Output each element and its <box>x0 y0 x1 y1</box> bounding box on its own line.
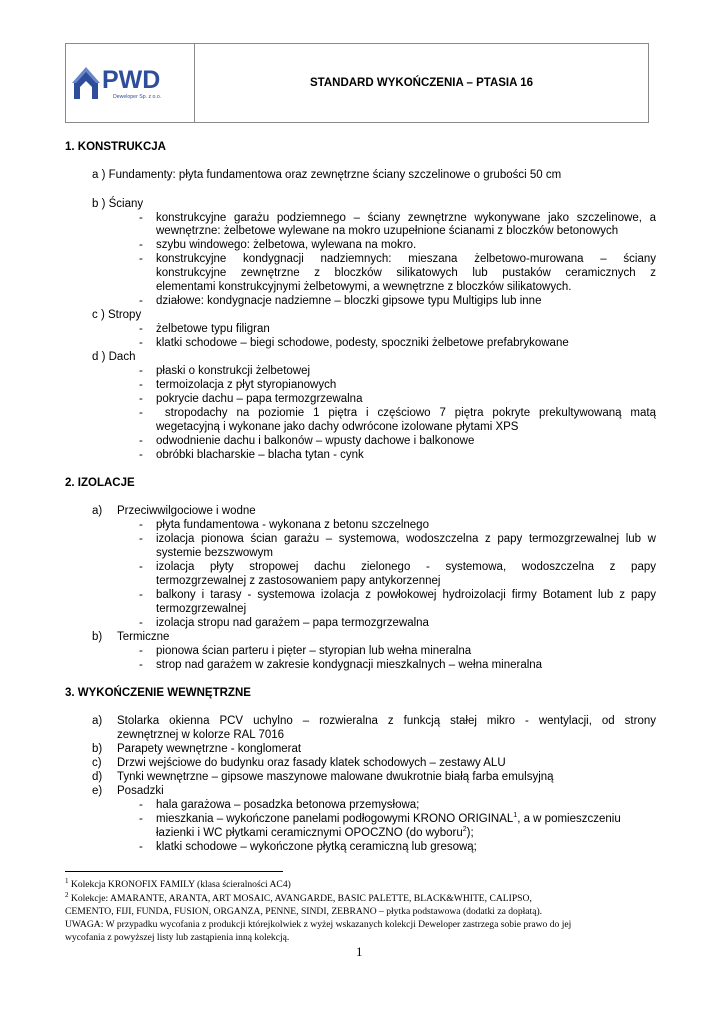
section-heading-konstrukcja: 1. KONSTRUKCJA <box>65 141 166 153</box>
item-label: b) <box>92 743 103 755</box>
bullet-dash: - <box>139 533 143 545</box>
item-parapety: Parapety wewnętrzne - konglomerat <box>117 743 302 755</box>
list-item: mieszkania – wykończone panelami podłogowymi KRONO ORIGINAL$^1$, a w pomieszczeniu <box>156 812 621 825</box>
item-dach: d ) Dach <box>92 351 136 363</box>
bullet-dash: - <box>139 617 143 629</box>
bullet-dash: - <box>139 813 143 825</box>
item-label: d) <box>92 771 103 783</box>
item-stolarka-cont: zewnętrznej w kolorze RAL 7016 <box>117 729 285 741</box>
bullet-dash: - <box>139 841 143 853</box>
item-label: a) <box>92 505 103 517</box>
bullet-dash: - <box>139 393 143 405</box>
item-tynki: Tynki wewnętrzne – gipsowe maszynowe malowane dwukrotnie białą farba emulsyjną <box>117 771 554 783</box>
list-item: strop nad garażem w zakresie kondygnacji mieszkalnych – wełna mineralna <box>156 659 543 671</box>
list-item: izolacja płyty stropowej dachu zielonego - systemowa, wodoszczelna z papy <box>156 561 656 573</box>
bullet-dash: - <box>139 379 143 391</box>
bullet-dash: - <box>139 295 143 307</box>
item-termiczne: Termiczne <box>117 631 170 643</box>
bullet-dash: - <box>139 323 143 335</box>
list-item: wewnętrzne: żelbetowe wylewane na mokro uzupełnione ścianami z bloczków betonowych <box>156 225 619 237</box>
list-item: pionowa ścian parteru i pięter – styropian lub wełna mineralna <box>156 645 472 657</box>
logo-subtext: Deweloper Sp. z o.o. <box>113 94 162 100</box>
list-item: konstrukcyjne zewnętrzne z bloczków silikatowych lub pustaków ceramicznych z <box>156 267 656 279</box>
logo-text: PWD <box>102 66 161 94</box>
header-box <box>65 43 649 123</box>
list-item: systemie bezszwowym <box>156 547 273 559</box>
footnote-ref-2: 2 <box>462 826 467 834</box>
list-item: balkony i tarasy - systemowa izolacja z powłokowej hydroizolacji firmy Botament lub z papy <box>156 589 656 601</box>
list-item: pokrycie dachu – papa termozgrzewalna <box>156 393 363 405</box>
list-item: elementami konstrukcyjnymi żelbetowymi, a wewnętrzne z bloczków silikatowych. <box>156 281 572 293</box>
list-item: odwodnienie dachu i balkonów – wpusty dachowe i balkonowe <box>156 435 475 447</box>
list-item: izolacja pionowa ścian garażu – systemowa, wodoszczelna z papy termozgrzewalnej lub w <box>156 533 656 545</box>
list-item: termozgrzewalnej <box>156 603 247 615</box>
list-item: łazienki i WC płytkami ceramicznymi OPOCZNO (do wyboru$^2$); <box>156 826 474 839</box>
list-item: żelbetowe typu filigran <box>156 323 270 335</box>
bullet-dash: - <box>139 449 143 461</box>
list-item: klatki schodowe – wykończone płytką ceramiczną lub gresową; <box>156 841 477 853</box>
footnote-note: UWAGA: W przypadku wycofania z produkcji którejkolwiek z wyżej wskazanych kolekcji Deweloper zastrzega sobie prawo do jej <box>65 919 572 930</box>
footnote-ref-1: 1 <box>513 812 518 820</box>
pwd-logo <box>72 61 176 101</box>
bullet-dash: - <box>139 239 143 251</box>
bullet-dash: - <box>139 799 143 811</box>
bullet-dash: - <box>139 659 143 671</box>
footnote-separator <box>65 871 283 872</box>
list-item: szybu windowego: żelbetowa, wylewana na mokro. <box>156 239 417 251</box>
list-item: płyta fundamentowa - wykonana z betonu szczelnego <box>156 519 429 531</box>
list-item: obróbki blacharskie – blacha tytan - cynk <box>156 449 364 461</box>
bullet-dash: - <box>139 253 143 265</box>
item-drzwi: Drzwi wejściowe do budynku oraz fasady klatek schodowych – zestawy ALU <box>117 757 506 769</box>
list-item: termoizolacja z płyt styropianowych <box>156 379 337 391</box>
list-item: termozgrzewalnej z zastosowaniem papy antykorzennej <box>156 575 441 587</box>
item-przeciwwilgociowe: Przeciwwilgociowe i wodne <box>117 505 256 517</box>
footnote-2-cont: CEMENTO, FIJI, FUNDA, FUSION, ORGANZA, PENNE, SINDI, ZEBRANO – płytka podstawowa (dodatki za dopłatą). <box>65 906 543 917</box>
list-item: klatki schodowe – biegi schodowe, podesty, spoczniki żelbetowe prefabrykowane <box>156 337 569 349</box>
list-item: stropodachy na poziomie 1 piętra i częściowo 7 piętra pokryte prekultywowaną matą <box>156 407 656 419</box>
item-stolarka: Stolarka okienna PCV uchylno – rozwieralna z funkcją stałej mikro - wentylacji, od strony <box>117 715 656 727</box>
footnote-note-cont: wycofania z powyższej listy lub zastąpienia inną kolekcją. <box>65 932 290 943</box>
list-item: hala garażowa – posadzka betonowa przemysłowa; <box>156 799 420 811</box>
item-label: b) <box>92 631 103 643</box>
item-label: c) <box>92 757 102 769</box>
list-item: wegetacyjną i wykonane jako dachy odwrócone izolowane płytami XPS <box>156 421 519 433</box>
item-sciany: b ) Ściany <box>92 198 144 210</box>
bullet-dash: - <box>139 337 143 349</box>
section-heading-wykonczenie: 3. WYKOŃCZENIE WEWNĘTRZNE <box>65 687 251 699</box>
item-label: a) <box>92 715 103 727</box>
item-posadzki: Posadzki <box>117 785 164 797</box>
list-item: konstrukcyjne garażu podziemnego – ściany zewnętrzne wykonywane jako szczelinowe, a <box>156 212 656 224</box>
document-title: STANDARD WYKOŃCZENIA – PTASIA 16 <box>310 77 533 89</box>
bullet-dash: - <box>139 645 143 657</box>
section-heading-izolacje: 2. IZOLACJE <box>65 477 135 489</box>
bullet-dash: - <box>139 365 143 377</box>
page-number: 1 <box>356 944 363 959</box>
item-label: e) <box>92 785 103 797</box>
list-item: płaski o konstrukcji żelbetowej <box>156 365 311 377</box>
bullet-dash: - <box>139 519 143 531</box>
list-item: działowe: kondygnacje nadziemne – bloczki gipsowe typu Multigips lub inne <box>156 295 542 307</box>
bullet-dash: - <box>139 561 143 573</box>
item-fundamenty: a ) Fundamenty: płyta fundamentowa oraz zewnętrzne ściany szczelinowe o grubości 50 cm <box>92 169 562 181</box>
item-stropy: c ) Stropy <box>92 309 142 321</box>
bullet-dash: - <box>139 407 143 419</box>
bullet-dash: - <box>139 435 143 447</box>
footnote-2: $^2$ Kolekcje: AMARANTE, ARANTA, ART MOSAIC, AVANGARDE, BASIC PALETTE, BLACK&WHITE, CALIPSO, <box>65 890 532 904</box>
bullet-dash: - <box>139 212 143 224</box>
bullet-dash: - <box>139 589 143 601</box>
list-item: konstrukcyjne kondygnacji nadziemnych: mieszana żelbetowo-murowana – ściany <box>156 253 656 265</box>
footnote-1: $^1$ Kolekcja KRONOFIX FAMILY (klasa ścieralności AC4) <box>65 876 291 890</box>
list-item: izolacja stropu nad garażem – papa termozgrzewalna <box>156 617 429 629</box>
